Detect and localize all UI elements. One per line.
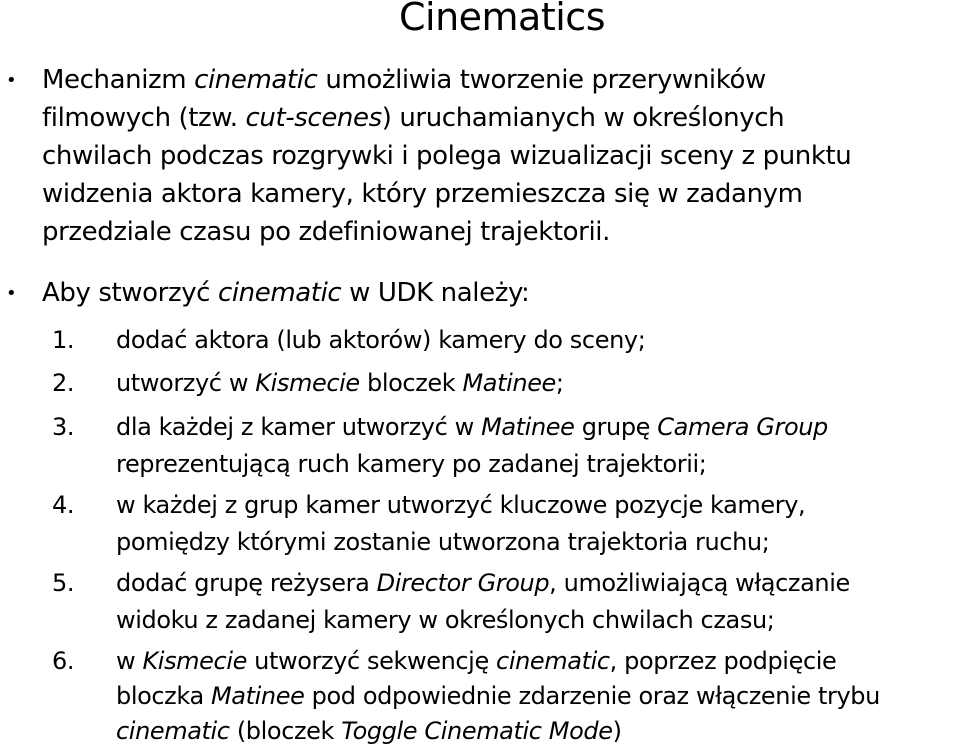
- step-4-line-2: pomiędzy którymi zostanie utworzona trajektoria ruchu;: [116, 528, 770, 556]
- step-6-line-3: cinematic (bloczek Toggle Cinematic Mode): [116, 717, 622, 745]
- step-1-line-1: dodać aktora (lub aktorów) kamery do sceny;: [116, 326, 646, 354]
- step-6-line-2: bloczka Matinee pod odpowiednie zdarzenie oraz włączenie trybu: [116, 682, 880, 710]
- slide-title: Cinematics: [398, 0, 605, 39]
- step-number: 3.: [52, 413, 75, 441]
- bullet-dot-icon: •: [6, 70, 17, 91]
- step-4-line-1: w każdej z grup kamer utworzyć kluczowe pozycje kamery,: [116, 491, 806, 519]
- bullet-2-text: Aby stworzyć cinematic w UDK należy:: [42, 278, 530, 308]
- bullet-1-line-2: filmowych (tzw. cut-scenes) uruchamianych w określonych: [42, 103, 785, 133]
- step-3-line-1: dla każdej z kamer utworzyć w Matinee grupę Camera Group: [116, 413, 828, 441]
- bullet-dot-icon: •: [6, 283, 17, 304]
- step-2-line-1: utworzyć w Kismecie bloczek Matinee;: [116, 369, 564, 397]
- step-number: 1.: [52, 326, 75, 354]
- bullet-1-line-1: Mechanizm cinematic umożliwia tworzenie przerywników: [42, 65, 766, 95]
- bullet-1-line-4: widzenia aktora kamery, który przemieszcza się w zadanym: [42, 179, 803, 209]
- step-number: 4.: [52, 491, 75, 519]
- bullet-1-line-5: przedziale czasu po zdefiniowanej trajektorii.: [42, 217, 610, 247]
- bullet-1-line-3: chwilach podczas rozgrywki i polega wizualizacji sceny z punktu: [42, 141, 852, 171]
- step-number: 5.: [52, 569, 75, 597]
- step-number: 2.: [52, 369, 75, 397]
- step-6-line-1: w Kismecie utworzyć sekwencję cinematic, poprzez podpięcie: [116, 647, 837, 675]
- step-5-line-2: widoku z zadanej kamery w określonych chwilach czasu;: [116, 606, 775, 634]
- step-3-line-2: reprezentującą ruch kamery po zadanej trajektorii;: [116, 450, 707, 478]
- step-number: 6.: [52, 647, 75, 675]
- step-5-line-1: dodać grupę reżysera Director Group, umożliwiającą włączanie: [116, 569, 850, 597]
